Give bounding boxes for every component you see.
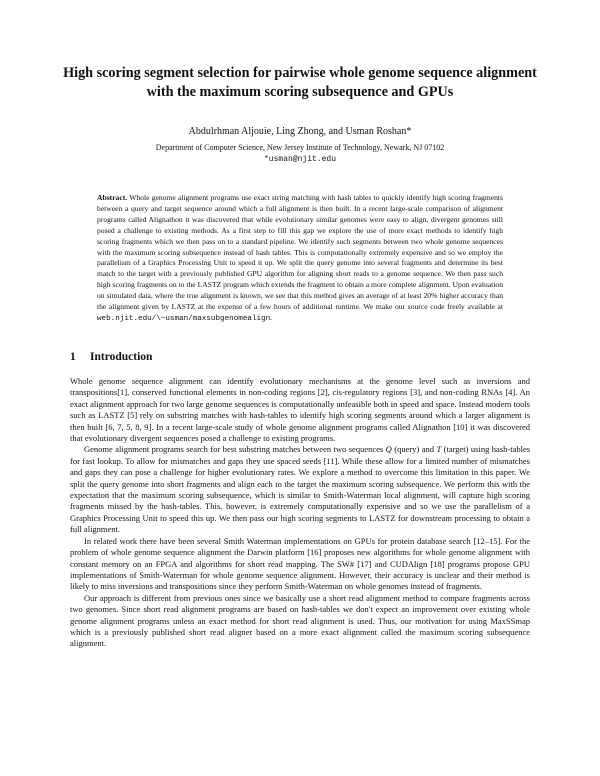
abstract-text: Whole genome alignment programs use exact string matching with hash tables to quickly identify high scoring fragments between a query and target sequence around which a full alignment is then built. In a recent large-scale comparison of alignment programs called Alignathon it was discovered that while evolutionary similar genomes were easy to align, divergent genomes still posed a challenge to existing methods. As a first step to fill this gap we explore the use of more exact methods to identify high scoring fragments which we then pass on to a standard pipeline. We identify such segments between two whole genome sequences with the maximum scoring subsequence instead of hash tables. This is computationally extremely expensive and so we employ the parallelism of a Graphics Processing Unit to speed it up. We split the query genome into several fragments and determine its best match to the target with a previously published GPU algorithm for aligning short reads to a genome sequence. We then pass such high scoring fragments on to the LASTZ program which extends the fragment to obtain a more complete alignment. Upon evaluation on simulated data, where the true alignment is known, we see that this method gives an average of at least 20% higher accuracy than the alignment given by LASTZ at the expense of a few hours of additional runtime. We make our source code freely available at	[97, 193, 503, 312]
section-heading-introduction	[70, 350, 530, 364]
paragraph	[70, 444, 530, 535]
author-list: Abdulrhman Aljouie, Ling Zhong, and Usman Roshan*	[188, 126, 412, 137]
section-title: Introduction	[90, 351, 153, 363]
abstract-end: .	[270, 312, 273, 322]
paper-title: High scoring segment selection for pairwise whole genome sequence alignment with the maximum scoring subsequence and GPUs	[63, 65, 537, 100]
paragraph-text: (target) using hash-tables for fast lookup. To allow for mismatches and gaps they use spaced seeds [11]. While these allow for a limited number of mismatches and gaps they can pose a challenge for higher evolutionary rates. We explore a method to overcome this limitation in this paper. We split the query genome into short fragments and align each to the target the maximum scoring subsequence. We perform this with the expectation that the maximum scoring subsequence, which is similar to Smith-Waterman local alignment, will capture high scoring fragments missed by the hash-tables. This, however, is extremely computationally expensive and so we use the parallelism of a Graphics Processing Unit to speed this up. We then pass our high scoring segments to LASTZ for downstream processing to obtain a full alignment.	[70, 444, 531, 535]
affiliation: Department of Computer Science, New Jersey Institute of Technology, Newark, NJ 07102	[155, 143, 445, 152]
abstract-label: Abstract.	[97, 193, 128, 202]
math-symbol-t: T	[436, 444, 442, 455]
abstract	[97, 193, 503, 325]
paragraph-text: (query) and	[394, 444, 434, 455]
paragraph: In related work there have been several Smith Waterman implementations on GPUs for protein database search [12–15]. For the problem of whole genome sequence alignment the Darwin platform [16] proposes new algorithms for whole genome alignment with constant memory on an FPGA and algorithms for short read mapping. The SW# [17] and CUDAlign [18] programs propose GPU implementations of Smith-Waterman for whole genome sequence alignment. However, their accuracy is unclear and their method is likely to miss inversions and transpositions since they perform Smith-Waterman on whole genomes instead of fragments.	[70, 535, 530, 592]
paragraph: Whole genome sequence alignment can identify evolutionary mechanisms at the genome level such as inversions and transpositions[1], conserved functional elements in non-coding regions [2], cis-regulatory regions [3], and non-coding RNAs [4]. An exact alignment approach for two large genome sequences is computationally unfeasible both in speed and space. Instead modern tools such as LASTZ [5] rely on substring matches with hash-tables to identify high scoring segments around which a larger alignment is then built [6, 7, 5, 8, 9]. In a recent large-scale study of whole genome alignment programs called Alignathon [10] it was discovered that evolutionary divergent sequences posed a challenge to existing programs.	[70, 376, 530, 444]
author-email: *usman@njit.edu	[263, 155, 336, 164]
paragraph: Our approach is different from previous ones since we basically use a short read alignment method to compare fragments across two genomes. Since short read alignment programs are based on hash-tables we don't expect an improvement over existing whole genome alignment programs unless an exact method for short read alignment is used. Thus, our motivation for using MaxSSmap which is a previously published short read aligner based on a more exact alignment called the maximum scoring subsequence alignment.	[70, 592, 530, 649]
paragraph-text: Genome alignment programs search for best substring matches between two sequences	[84, 444, 384, 455]
introduction-body	[70, 376, 530, 650]
source-code-url: web.njit.edu/\~usman/maxsubgenomealign	[97, 314, 271, 323]
math-symbol-q: Q	[385, 444, 392, 455]
section-number: 1	[70, 351, 76, 363]
